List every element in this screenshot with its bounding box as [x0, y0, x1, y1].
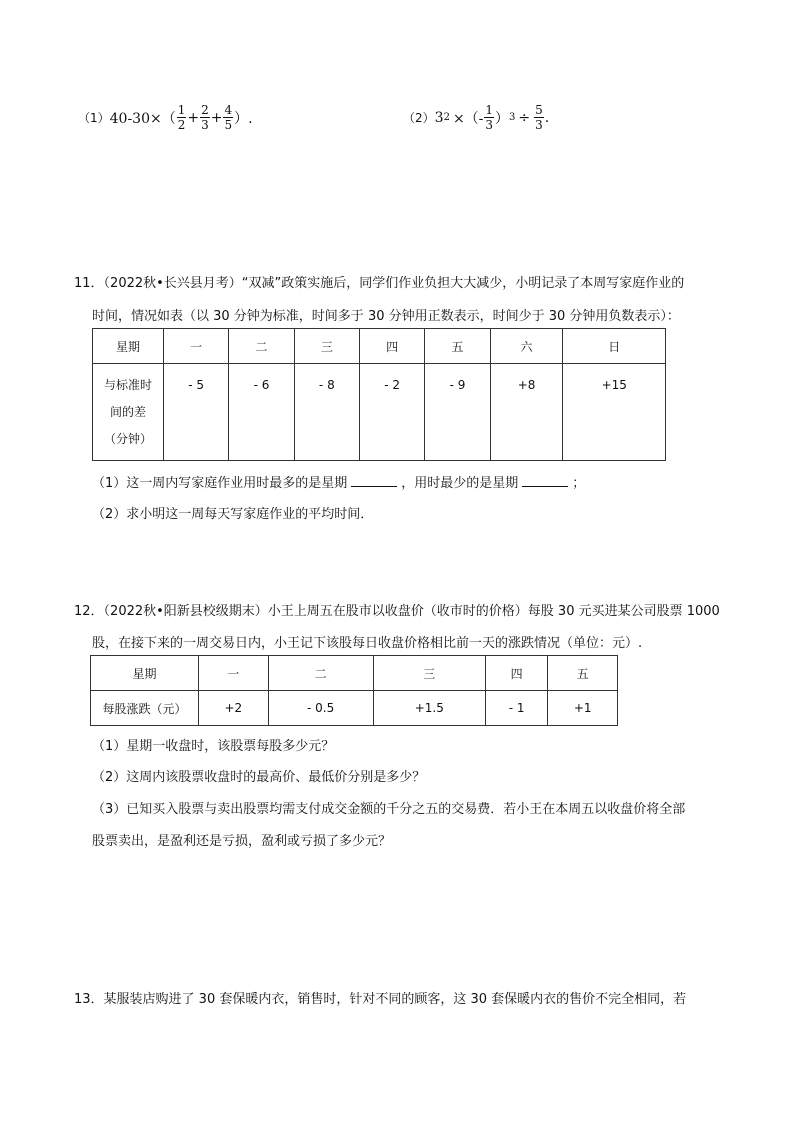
table-header-cell: 星期: [93, 329, 164, 364]
q11-line2: 时间，情况如表（以 30 分钟为标准，时间多于 30 分钟用正数表示，时间少于 30 分钟用负数表示）：: [92, 309, 680, 324]
fraction: $\frac{2}{3}$: [201, 103, 209, 132]
table-row: [91, 691, 618, 726]
q10-p1-prefix: 40-30×（: [109, 110, 176, 127]
q11-table: [92, 328, 666, 461]
row-label-cell: 每股涨跌（元）: [91, 691, 199, 726]
table-header-cell: 三: [373, 656, 485, 691]
q11-sub1-text: ，用时最少的是星期: [401, 476, 519, 491]
exponent: 3: [509, 112, 516, 123]
q12-sub2: （2）这周内该股票收盘时的最高价、最低价分别是多少？: [92, 770, 426, 785]
q12-line1: 12．（2022秋•阳新县校级期末）小王上周五在股市以收盘价（收市时的价格）每股 30 元买进某公司股票 1000: [74, 604, 720, 619]
table-cell: - 5: [164, 364, 229, 461]
q10-p1-label: （1）: [78, 111, 110, 125]
table-cell: +15: [563, 364, 666, 461]
table-header-cell: 五: [548, 656, 618, 691]
q13-line1: 13．某服装店购进了 30 套保暖内衣，销售时，针对不同的顾客，这 30 套保暖内衣的售价不完全相同，若: [74, 992, 687, 1007]
plus-sign: +: [187, 109, 200, 126]
close-paren: ）: [495, 110, 510, 127]
fraction: $\frac{5}{3}$: [535, 103, 543, 132]
table-cell: - 1: [485, 691, 547, 726]
table-header-cell: 六: [490, 329, 563, 364]
table-header-cell: 三: [294, 329, 359, 364]
q10-p2-label: （2）: [403, 111, 435, 125]
table-row: [91, 656, 618, 691]
q11-sub1: [92, 472, 585, 491]
fraction: $\frac{1}{3}$: [485, 103, 494, 132]
row-label-line: （分钟）: [103, 432, 152, 446]
answer-blank[interactable]: [522, 474, 568, 487]
row-label-line: 间的差: [109, 405, 146, 419]
table-header-cell: 星期: [91, 656, 199, 691]
table-header-cell: 一: [199, 656, 269, 691]
table-cell: +8: [490, 364, 563, 461]
q10-p1-suffix: ）.: [234, 110, 253, 127]
q12-table: [90, 655, 618, 726]
table-cell: - 9: [425, 364, 490, 461]
plus-sign: +: [210, 109, 223, 126]
table-cell: - 6: [229, 364, 294, 461]
table-header-cell: 日: [563, 329, 666, 364]
q12-sub3-line1: （3）已知买入股票与卖出股票均需支付成交金额的千分之五的交易费．若小王在本周五以收盘价将全部: [92, 802, 686, 817]
q11-sub1-text: ；: [572, 476, 586, 491]
table-cell: +2: [199, 691, 269, 726]
times-sign: ×（-: [452, 110, 484, 127]
table-cell: - 0.5: [268, 691, 373, 726]
table-header-cell: 一: [164, 329, 229, 364]
table-row: [93, 364, 666, 461]
row-label-line: 与标准时: [103, 378, 152, 392]
q12-line2: 股，在接下来的一周交易日内，小王记下该股每日收盘价格相比前一天的涨跌情况（单位：元）.: [92, 636, 643, 651]
exponent: 2: [443, 112, 450, 123]
table-cell: - 2: [359, 364, 424, 461]
q10-part1: [78, 103, 253, 132]
table-row: [93, 329, 666, 364]
q11-sub1-text: （1）这一周内写家庭作业用时最多的是星期: [92, 476, 348, 491]
period: .: [544, 109, 550, 126]
table-header-cell: 二: [229, 329, 294, 364]
q12-sub3-line2: 股票卖出，是盈利还是亏损，盈利或亏损了多少元？: [92, 834, 392, 849]
table-header-cell: 五: [425, 329, 490, 364]
table-cell: - 8: [294, 364, 359, 461]
table-header-cell: 四: [359, 329, 424, 364]
fraction: $\frac{4}{5}$: [224, 103, 233, 132]
answer-blank[interactable]: [351, 474, 397, 487]
table-header-cell: 二: [268, 656, 373, 691]
fraction: $\frac{1}{2}$: [177, 103, 186, 132]
row-label-cell: [93, 364, 164, 461]
divide-sign: ÷: [518, 109, 531, 126]
q10-part2: [403, 103, 549, 132]
table-cell: +1.5: [373, 691, 485, 726]
table-header-cell: 四: [485, 656, 547, 691]
q12-sub1: （1）星期一收盘时，该股票每股多少元？: [92, 739, 335, 754]
table-cell: +1: [548, 691, 618, 726]
q11-line1: 11．（2022秋•长兴县月考）“双减”政策实施后，同学们作业负担大大减少，小明记录了本周写家庭作业的: [74, 276, 685, 291]
q11-sub2: （2）求小明这一周每天写家庭作业的平均时间．: [92, 507, 374, 522]
base-number: 3: [434, 109, 444, 126]
